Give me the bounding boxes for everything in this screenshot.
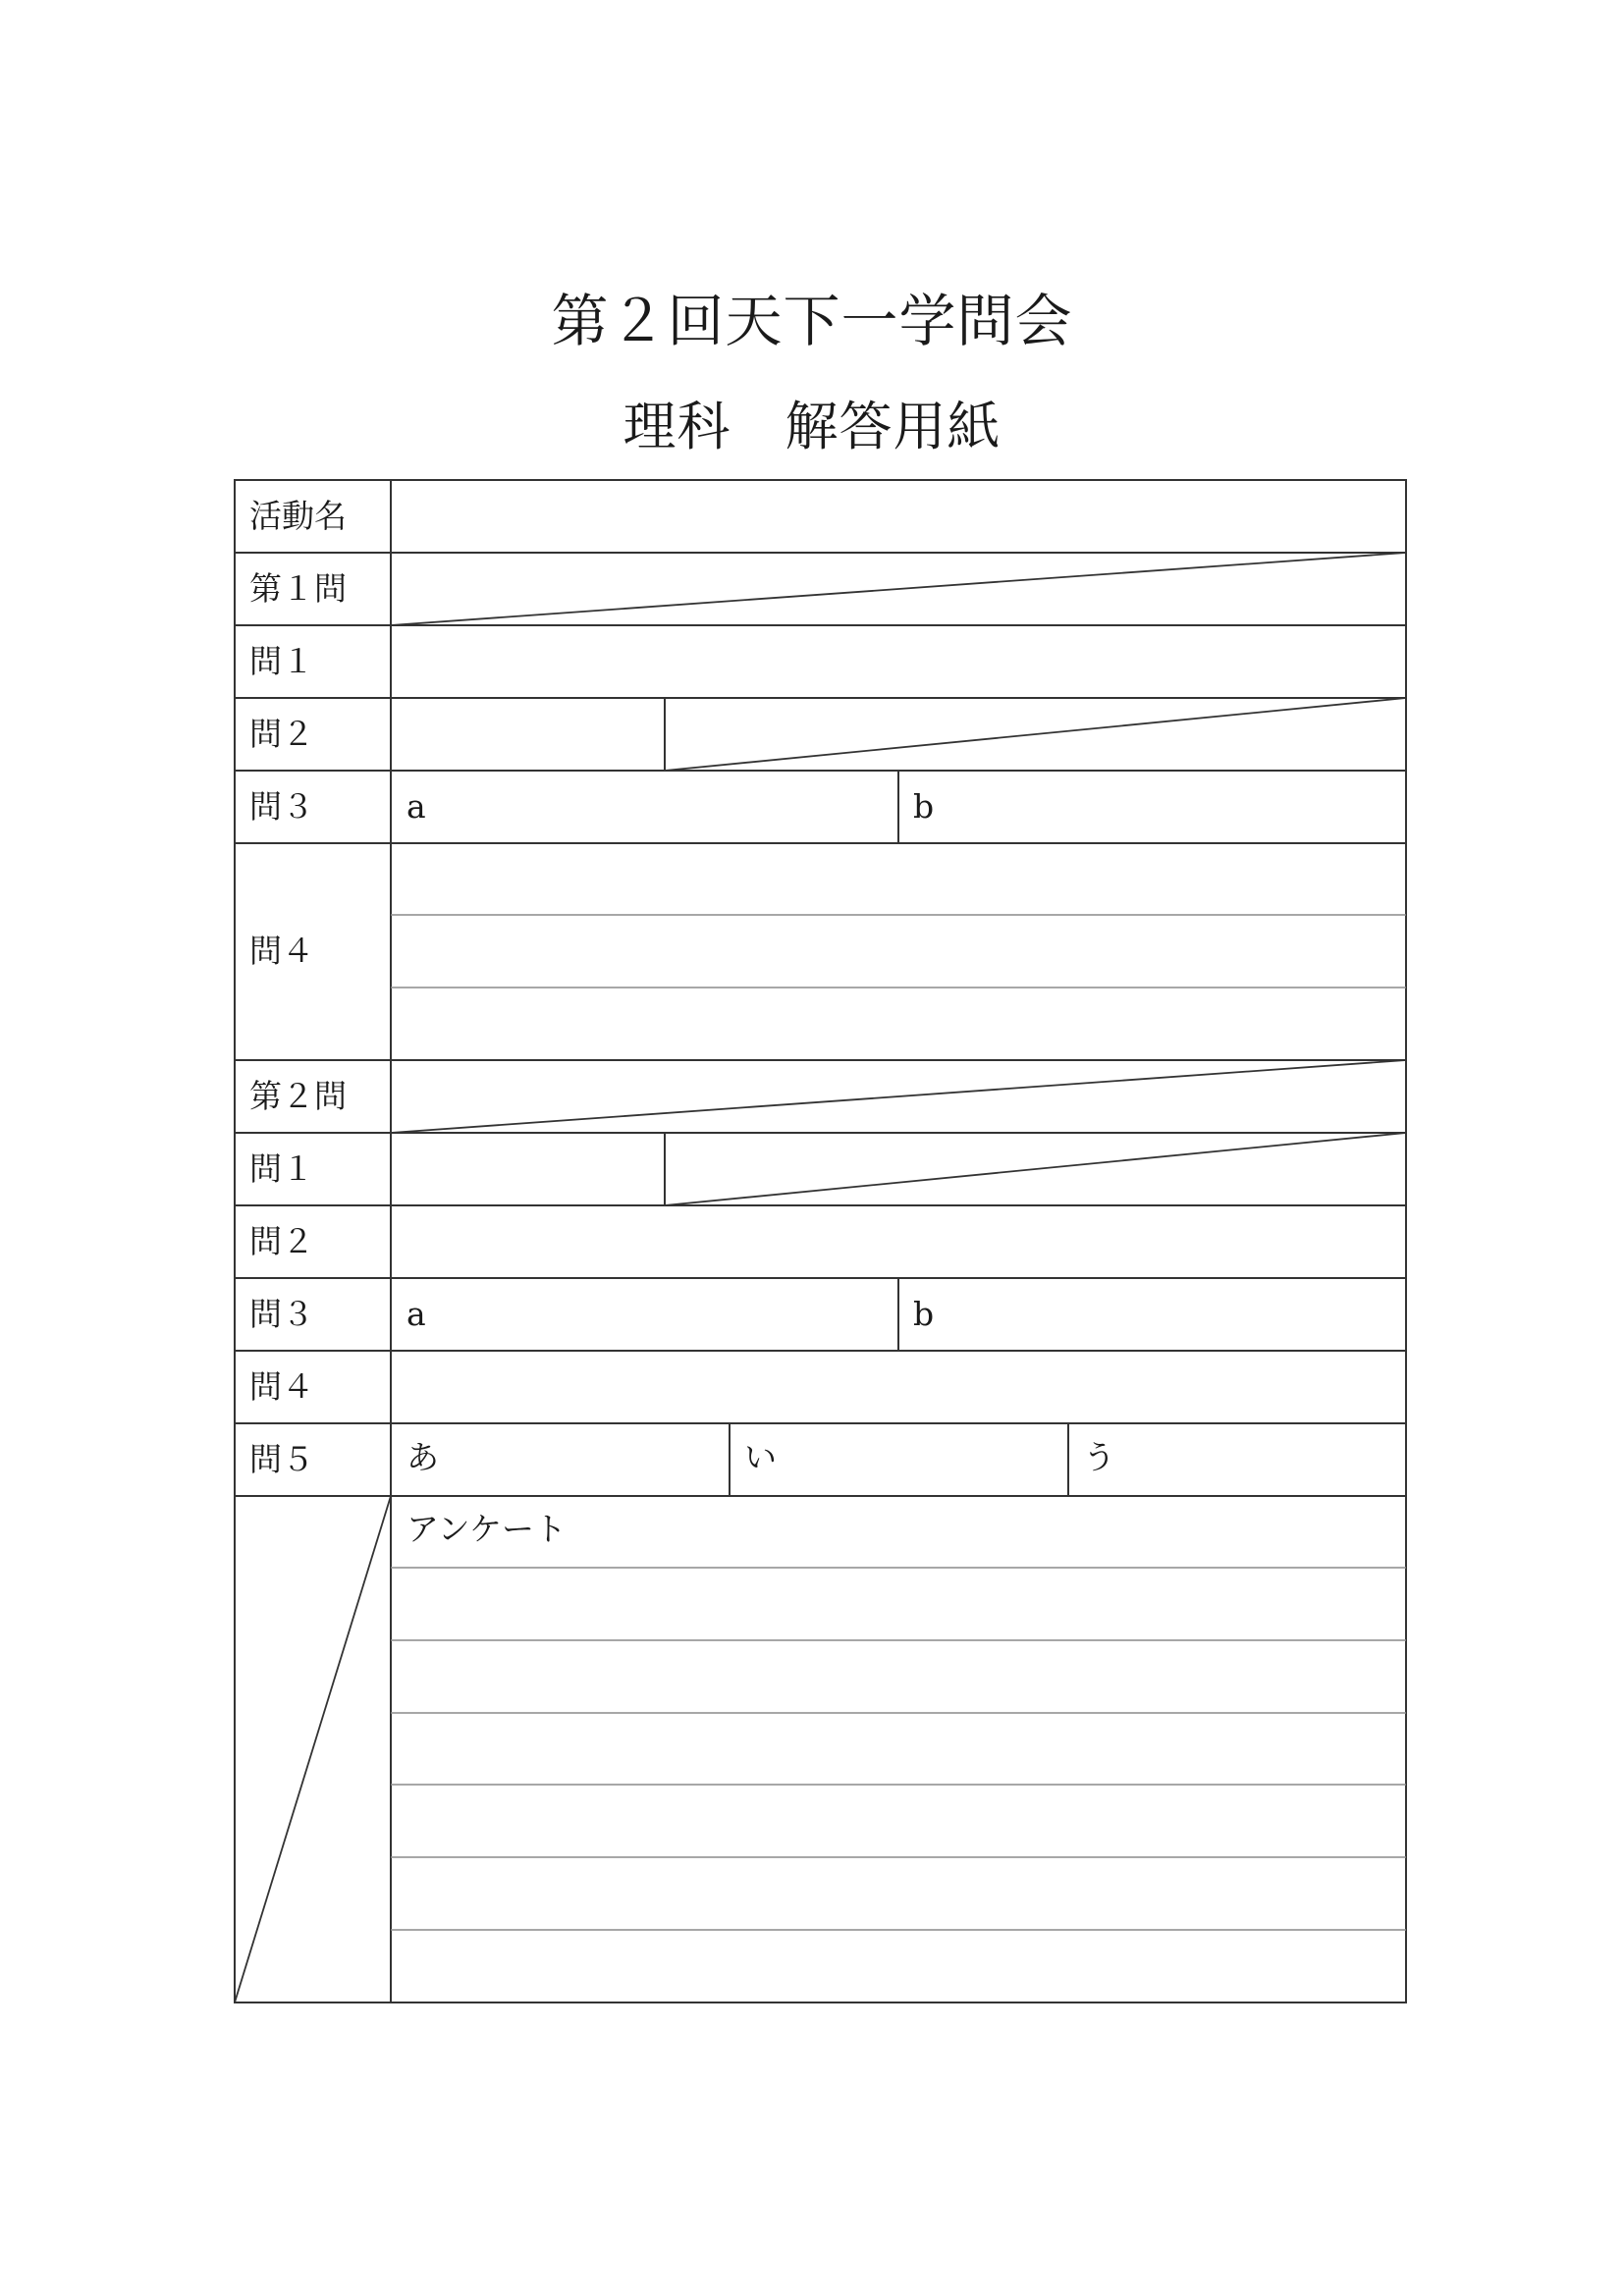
page-title: 第２回天下一学問会 <box>551 288 1073 354</box>
q1-p4-label: 問４ <box>249 932 314 970</box>
q1-p2-label: 問２ <box>249 715 314 753</box>
q2-section-label: 第２問 <box>249 1077 347 1115</box>
q2-p5-u-label: う <box>1083 1438 1115 1476</box>
q2-p3-a-answer[interactable] <box>392 1279 897 1350</box>
q2-p2-answer[interactable] <box>392 1206 1405 1277</box>
q1-p2-answer[interactable] <box>392 699 664 770</box>
q1-p2-diagonal <box>665 698 1406 771</box>
q2-section-diagonal <box>391 1060 1406 1133</box>
q1-section-diagonal <box>391 553 1406 625</box>
q1-p3-label: 問３ <box>249 787 314 826</box>
survey-answer[interactable] <box>392 1497 1405 2002</box>
q2-p3-b-answer[interactable] <box>899 1279 1405 1350</box>
activity-name-field[interactable] <box>392 481 1405 552</box>
q1-p3-a-answer[interactable] <box>392 772 897 842</box>
q1-p3-a-label: a <box>406 787 426 826</box>
q1-p1-answer[interactable] <box>392 626 1405 697</box>
survey-label-diagonal <box>235 1496 391 2002</box>
q2-p4-label: 問４ <box>249 1367 314 1406</box>
q1-p3-b-label: b <box>913 787 935 826</box>
q1-p1-label: 問１ <box>249 642 314 680</box>
q2-p3-a-label: a <box>406 1295 426 1333</box>
page-subtitle: 理科 解答用紙 <box>623 396 1001 457</box>
q2-p5-a-label: あ <box>406 1438 439 1476</box>
q2-p1-label: 問１ <box>249 1149 314 1188</box>
activity-name-label: 活動名 <box>249 497 347 535</box>
q2-p5-i-label: い <box>744 1438 777 1476</box>
q1-section-label: 第１問 <box>249 569 347 608</box>
q2-p1-answer[interactable] <box>392 1134 664 1204</box>
q1-p4-answer[interactable] <box>392 844 1405 1059</box>
q2-p3-label: 問３ <box>249 1295 314 1333</box>
q2-p3-b-label: b <box>913 1295 935 1333</box>
q2-p4-answer[interactable] <box>392 1352 1405 1422</box>
q2-p2-label: 問２ <box>249 1222 314 1260</box>
survey-label: アンケート <box>406 1510 568 1548</box>
q2-p5-i-answer[interactable] <box>731 1424 1067 1495</box>
q2-p5-label: 問５ <box>249 1440 314 1478</box>
q2-p5-u-answer[interactable] <box>1069 1424 1405 1495</box>
q1-p3-b-answer[interactable] <box>899 772 1405 842</box>
q2-p1-diagonal <box>665 1133 1406 1205</box>
q2-p5-a-answer[interactable] <box>392 1424 729 1495</box>
